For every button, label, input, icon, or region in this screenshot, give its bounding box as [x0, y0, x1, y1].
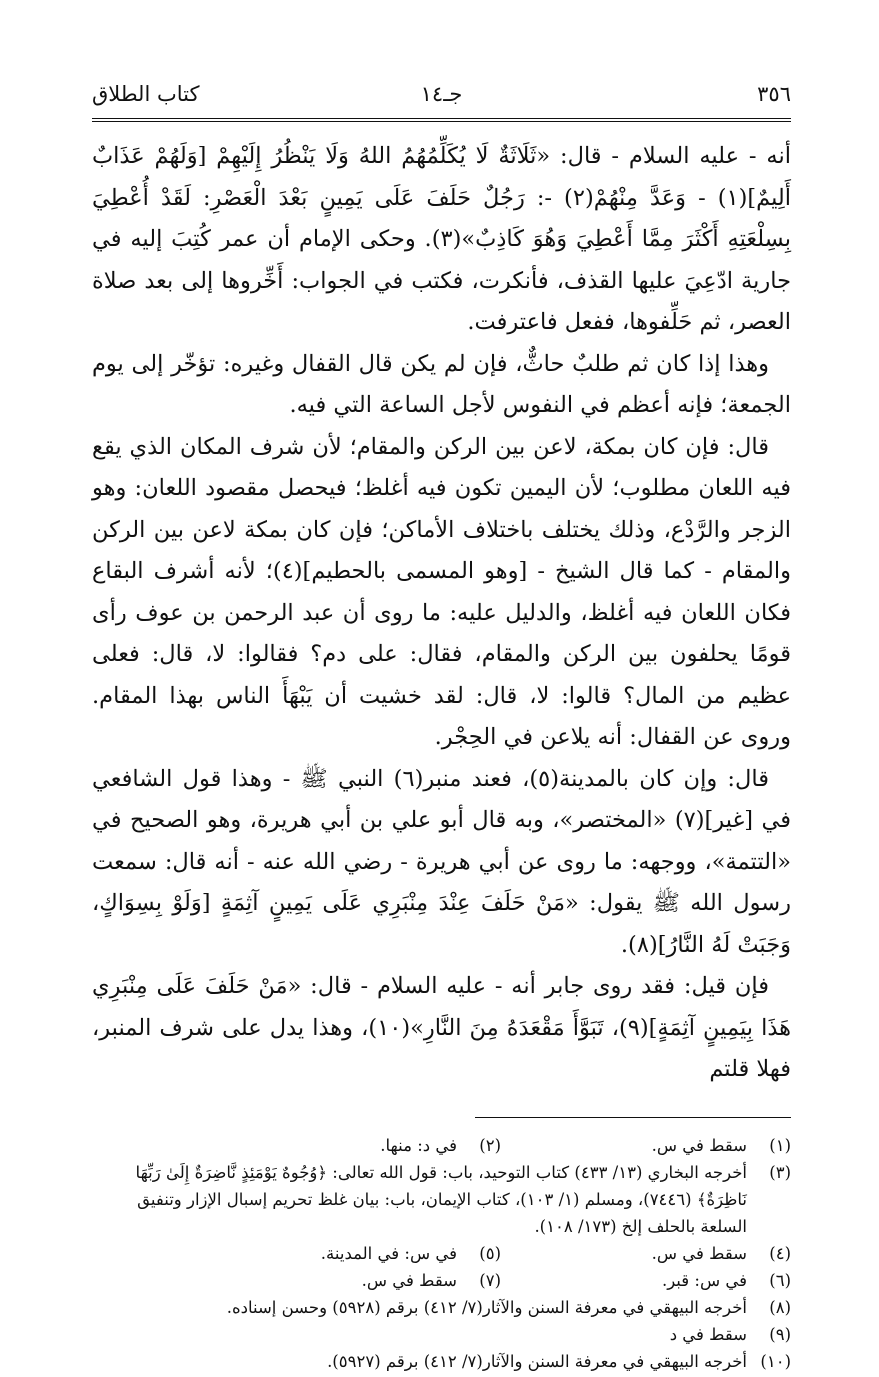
- footnote-row: [92, 1348, 791, 1375]
- footnote-text: أخرجه البيهقي في معرفة السنن والآثار(٧/ ٤١٢) برقم (٥٩٢٧).: [327, 1351, 747, 1371]
- footnote-row: [92, 1294, 791, 1321]
- footnote: [92, 1159, 791, 1240]
- paragraph: فإن قيل: فقد روى جابر أنه - عليه السلام - قال: «مَنْ حَلَفَ عَلَى مِنْبَرِي هَذَا بِيَمِينٍ آثِمَةٍ](٩)، تَبَوَّأَ مَقْعَدَهُ مِنَ النَّارِ»(١٠)، وهذا يدل على شرف المنبر، فهلا قلتم: [92, 973, 792, 1082]
- book-title: كتاب الطلاق: [92, 82, 200, 106]
- footnote: [501, 1267, 791, 1294]
- footnote: [92, 1294, 791, 1321]
- footnote-number: (٣): [769, 1162, 791, 1182]
- footnote-number: (١): [769, 1135, 791, 1155]
- footnotes: [92, 1132, 791, 1375]
- footnote-number: (٨): [769, 1297, 791, 1317]
- footnote-row: [92, 1240, 791, 1267]
- footnote: [92, 1321, 791, 1348]
- footnote: [501, 1132, 791, 1159]
- footnote: [92, 1348, 791, 1375]
- page-number: ٣٥٦: [757, 82, 791, 106]
- running-header: [92, 78, 791, 118]
- footnote-text: في د: منها.: [380, 1135, 457, 1155]
- footnote: [211, 1267, 501, 1294]
- main-text: [92, 136, 791, 1091]
- paragraph: قال: فإن كان بمكة، لاعن بين الركن والمقام؛ لأن شرف المكان الذي يقع فيه اللعان مطلوب؛ لأن اليمين تكون فيه أغلظ؛ فيحصل مقصود اللعان: وهو الزجر والرَّدْع، وذلك يختلف باختلاف الأماكن؛ فإن كان بمكة لاعن بين الركن والمقام - كما قال الشيخ - [وهو المسمى بالحطيم](٤)؛ لأنه أشرف البقاع فكان اللعان فيه أغلظ، والدليل عليه: ما روى أن عبد الرحمن بن عوف رأى قومًا يحلفون بين الركن والمقام، فقال: على دم؟ فقالوا: لا، قال: فعلى عظيم من المال؟ قالوا: لا، قال: لقد خشيت أن يَبْهَأَ الناس بهذا المقام. وروى عن القفال: أنه يلاعن في الحِجْر.: [92, 433, 792, 750]
- footnote-row: [92, 1159, 791, 1240]
- footnote-text: سقط في س.: [651, 1243, 747, 1263]
- footnote-text: في س: قبر.: [661, 1270, 747, 1290]
- footnote-row: [92, 1132, 791, 1159]
- footnote-text: أخرجه البيهقي في معرفة السنن والآثار(٧/ ٤١٢) برقم (٥٩٢٨) وحسن إسناده.: [226, 1297, 747, 1317]
- footnote: [501, 1240, 791, 1267]
- footnote-text: أخرجه البخاري (١٣/ ٤٣٣) كتاب التوحيد، باب: قول الله تعالى: ﴿وُجُوهٌ يَوْمَئِذٍ نَّاضِرَةٌ إِلَىٰ رَبِّهَا نَاظِرَةٌ﴾ (٧٤٤٦)، ومسلم (١/ ١٠٣)، كتاب الإيمان، باب: بيان غلظ تحريم إسبال الإزار وتنفيق السلعة بالحلف إلخ (١٧٣/ ١٠٨).: [135, 1162, 747, 1236]
- header-divider: [92, 118, 791, 122]
- footnote-number: (٤): [769, 1243, 791, 1263]
- footnote-number: (١٠): [760, 1351, 791, 1371]
- footnote-number: (٩): [769, 1324, 791, 1344]
- footnote-text: سقط في س.: [651, 1135, 747, 1155]
- paragraph: قال: وإن كان بالمدينة(٥)، فعند منبر(٦) النبي ﷺ - وهذا قول الشافعي في [غير](٧) «المختصر»، وبه قال أبو علي بن أبي هريرة، وهو الصحيح في «التتمة»، ووجهه: ما روى عن أبي هريرة - رضي الله عنه - أنه قال: سمعت رسول الله ﷺ يقول: «مَنْ حَلَفَ عِنْدَ مِنْبَرِي عَلَى يَمِينٍ آثِمَةٍ [وَلَوْ بِسِوَاكٍ، وَجَبَتْ لَهُ النَّارُ](٨).: [92, 765, 792, 958]
- footnotes-divider: [475, 1117, 791, 1118]
- footnote: [211, 1132, 501, 1159]
- footnote-text: سقط في س.: [361, 1270, 457, 1290]
- footnote-number: (٦): [769, 1270, 791, 1290]
- footnote: [211, 1240, 501, 1267]
- volume-label: جـ١٤: [420, 82, 463, 106]
- footnote-number: (٧): [479, 1270, 501, 1290]
- footnote-row: [92, 1321, 791, 1348]
- paragraph: وهذا إذا كان ثم طلبٌ حاثٌّ، فإن لم يكن قال القفال وغيره: تؤخّر إلى يوم الجمعة؛ فإنه أعظم في النفوس لأجل الساعة التي فيه.: [92, 350, 791, 418]
- footnote-number: (٥): [479, 1243, 501, 1263]
- footnote-number: (٢): [479, 1135, 501, 1155]
- footnote-row: [92, 1267, 791, 1294]
- paragraph: أنه - عليه السلام - قال: «ثَلَاثَةٌ لَا يُكَلِّمُهُمُ اللهُ وَلَا يَنْظُرُ إِلَيْهِمْ [وَلَهُمْ عَذَابٌ أَلِيمٌ](١) - وَعَدَّ مِنْهُمْ(٢) -: رَجُلٌ حَلَفَ عَلَى يَمِينٍ بَعْدَ الْعَصْرِ: لَقَدْ أُعْطِيَ بِسِلْعَتِهِ أَكْثَرَ مِمَّا أَعْطِيَ وَهُوَ كَاذِبٌ»(٣). وحكى الإمام أن عمر كُتِبَ إليه في جارية ادّعِيَ عليها القذف، فأنكرت، فكتب في الجواب: أَخِّروها إلى بعد صلاة العصر، ثم حَلِّفوها، ففعل فاعترفت.: [92, 143, 792, 335]
- footnote-text: في س: في المدينة.: [320, 1243, 457, 1263]
- footnote-text: سقط في د: [669, 1324, 747, 1344]
